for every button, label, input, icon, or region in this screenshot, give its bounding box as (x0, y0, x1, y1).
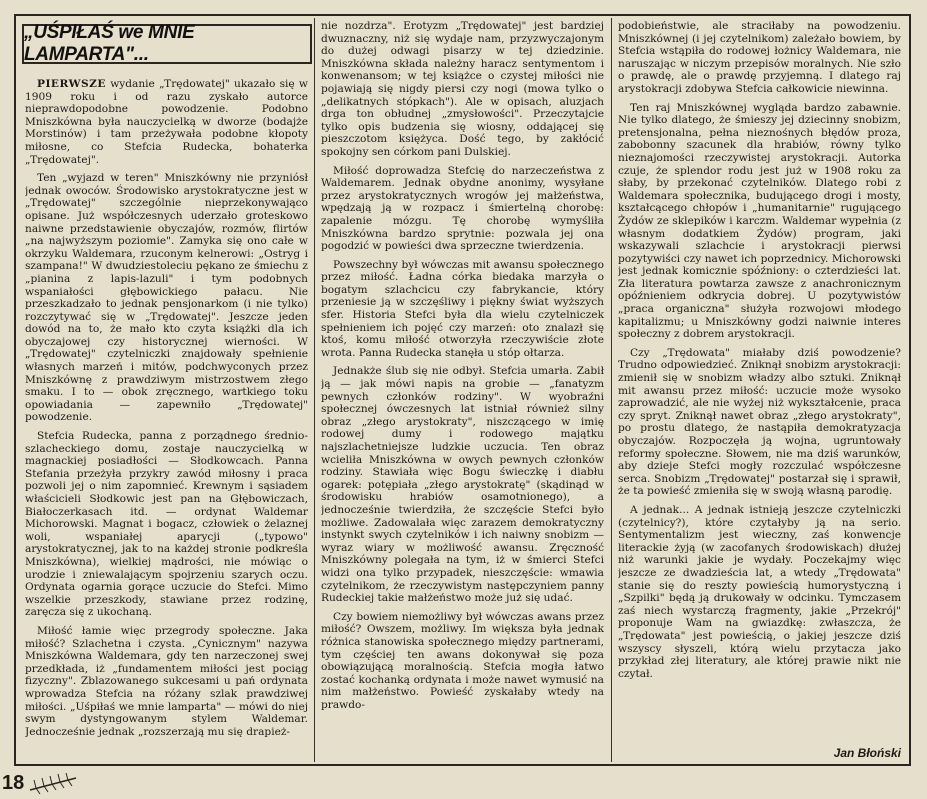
article-column-3 (618, 20, 901, 762)
paragraph: nie nozdrza". Erotyzm „Trędowatej" jest bardziej dwuznaczny, niż się wydaje nam, przyzwyczajonym do dużej odwagi pisarzy w tej dziedzinie. Mniszkówna składa należny haracz sentymentom i konwenansom; w tej książce o czystej miłości nie pojawiają się nigdy piersi czy nogi (mowa tylko o „delikatnych stópkach"). Ale w opisach, aluzjach drga ton obłudnej „zmysłowości". Przeczytajcie tylko opis budzenia się wiosny, oddającej się pieszczotom księżyca. Dość tego, by zakłócić spokojny sen córkom pani Dulskiej. (321, 20, 604, 158)
paragraph: Ten raj Mniszkównej wygląda bardzo zabawnie. Nie tylko dlatego, że śmieszy jej dziecinny snobizm, pretensjonalna, pełna nieznośnych błędów proza, zabobonny szacunek dla hrabiów, równy tylko nieznajomości rzeczywistej arystokracji. Autorka czuje, że splendor rodu jest już w 1908 roku za słaby, by przekonać czytelników. Dlatego robi z Waldemara społecznika, budującego drogi i mosty, kształcącego chłopów i „humanitarnie" rugującego Żydów ze sklepików i karczm. Waldemar wypełnia (z własnym dodatkiem Żydów) program, jaki wskazywali szlachcie i arystokracji pierwsi pozytywiści czy nawet ich poprzednicy. Michorowski jest jednak komicznie spóźniony: o czterdzieści lat. Zła literatura powtarza zawsze z anachronicznym opóźnieniem odkrycia dobrej. U pozytywistów „praca organiczna" służyła rozwojowi młodego kapitalizmu; u Mniszkówny godzi naiwnie interes społeczny z dobrem arystokracji. (618, 101, 901, 341)
paragraph: Stefcia Rudecka, panna z porządnego średnio-szlacheckiego domu, zostaje nauczycielką w magnackiej posiadłości — Słodkowcach. Panna Stefania przeżyła przykry zawód miłosny i praca pozwoli jej o nim zapomnieć. Krewnym i sąsiadem właścicieli Słodkowic jest pan na Głębowiczach, Białoczerkasach itd. — ordynat Waldemar Michorowski. Magnat i bogacz, człowiek o żelaznej woli, wspaniałej aparycji („typowo" arystokratycznej, jak to na każdej stronie podkreśla Mniszkówna), wielkiej mądrości, nie mówiąc o urodzie i zniewalającym spojrzeniu szarych oczu. Ordynata ogarnia gorące uczucie do Stefci. Mimo wszelkie przeszkody, stawiane przez rodzinę, zaręcza się z ukochaną. (25, 430, 308, 619)
paragraph (25, 78, 308, 166)
article-headline: „UŚPIŁAŚ we MNIE LAMPARTA"... (22, 24, 312, 64)
paragraph: Miłość doprowadza Stefcię do narzeczeństwa z Waldemarem. Jednak obydne anonimy, wysyłane przez arystokratycznych wrogów jej małżeństwa, wpędzają ją w rozpacz i śmiertelną chorobę: zapalenie mózgu. Tę chorobę wymyśliła Mniszkówna bardzo sprytnie: pozwala jej ona pogodzić w powieści dwa sprzeczne twierdzenia. (321, 164, 604, 253)
paragraph: Czy „Trędowata" miałaby dziś powodzenie? Trudno odpowiedzieć. Zniknął snobizm arystokracji: zmienił się w snobizm władzy albo sztuki. Zniknął mit awansu przez miłość: uczucie może wysoko zaprowadzić, ale nie wyżej niż wykształcenie, praca czy spryt. Zniknął nawet obraz „złego arystokraty", po prostu dlatego, że nastąpiła demokratyzacja obyczajów. Rozpoczęła ją wojna, ugruntowały reformy społeczne. Słowem, nie ma dziś warunków, aby dzieje Stefci mogły rozczulać współczesne serca. Snobizm „Trędowatej" postarzał się i sprawił, że ta powieść zmieniła się w swoją własną parodię. (618, 346, 901, 498)
fir-branch-icon (28, 770, 78, 796)
paragraph: podobieństwie, ale straciłaby na powodzeniu. Mniszkównej (i jej czytelnikom) zależało bowiem, by Stefcia wstąpiła do rodowej łożnicy Waldemara, nie naruszając w niczym przepisów moralnych. Nie szło o prawdę, ale o prawdę przyjemną. I dlatego raj arystokracji zdobywa Stefcia całkowicie niewinna. (618, 20, 901, 95)
article-column-1 (25, 78, 308, 762)
paragraph: Ten „wyjazd w teren" Mniszkówny nie przyniósł jednak owoców. Środowisko arystokratyczne jest w „Trędowatej" szczególnie nieprzekonywająco opisane. Już współczesnych uderzało groteskowo naiwne przedstawienie obyczajów, rozmów, flirtów „na najwyższym poziomie". Zamyka się ono całe w okrzyku Waldemara, rzuconym kelnerowi: „Ostryg i szampana!" W dwudziestoleciu pękano ze śmiechu z „pianina z lapis-lazuli" i tym podobnych wspaniałości głębowickiego pałacu. Nie przeszkadzało to jednak pensjonarkom (i nie tylko) rozczytywać się w „Trędowatej". Jeszcze jeden dowód na to, że mało kto czyta książki dla ich obyczajowej czy historycznej wierności. W „Trędowatej" czytelniczki znajdowały spełnienie własnych marzeń i mitów, podchwyconych przez Mniszkównę z prawdziwym mistrzostwem złego smaku. I to — obok zręcznego, wartkiego toku opowiadania — zapewniło „Trędowatej" powodzenie. (25, 172, 308, 424)
article-column-2 (321, 20, 604, 762)
column-rule (314, 18, 315, 762)
paragraph: Jednakże ślub się nie odbył. Stefcia umarła. Zabił ją — jak mówi napis na grobie — „fanatyzm pewnych członków rodziny". W wyobraźni społecznej ówczesnych lat istniał również silny obraz „złego arystokraty", niszczącego w imię rodowej dumy i rodowego majątku najszlachetniejsze ludzkie uczucia. Ten obraz wcieliła Mniszkówna w owych pewnych członków rodziny. Stawiała więc Bogu świeczkę i diabłu ogarek: potępiała „złego arystokratę" (skądinąd w środowisku hrabiów osamotnionego), a jednocześnie twierdziła, że szczęście Stefci było możliwe. Zadowalała więc zarazem demokratyczny instynkt swych czytelników i ich naiwny snobizm — wyraz wiary w możliwość awansu. Zręczność Mniszkówny polegała na tym, iż w śmierci Stefci widzi ona tylko przypadek, nieszczęście: wmawia czytelnikom, że rzeczywistym następczyniem panny Rudeckiej takie małżeństwo może już się udać. (321, 365, 604, 605)
lead-word: PIERWSZE (37, 78, 106, 90)
column-rule (611, 18, 612, 762)
paragraph: A jednak... A jednak istnieją jeszcze czytelniczki (czytelnicy?), które czytałyby ją na serio. Sentymentalizm jest wieczny, zaś konwencje literackie żyją (w zacofanych środowiskach) dłużej niż warunki jakie je wydały. Poczekajmy więc jeszcze ze dwadzieścia lat, a wtedy „Trędowata" stanie się do reszty powieścią humorystyczną i „Szpilki" będą ją drukowały w odcinku. Tymczasem zaś niech wystarczą fragmenty, jakie „Przekrój" proponuje Wam na gwiazdkę: zwłaszcza, że „Trędowata" jest powieścią, o jakiej jeszcze dziś wszyscy słyszeli, którą wielu przytacza jako przykład złej literatury, ale której prawie nikt nie czytał. (618, 503, 901, 680)
page-number: 18 (2, 772, 25, 794)
author-signature: Jan Błoński (833, 746, 901, 760)
paragraph: Powszechny był wówczas mit awansu społecznego przez miłość. Ładna córka biedaka marzyła o bogatym szlachcicu czy fabrykancie, który przeniesie ją w szczęśliwy i piękny świat wyższych sfer. Historia Stefci była dla wielu czytelniczek spełnieniem ich pojęć czy marzeń: oto znalazł się ktoś, komu miłość otworzyła rzeczywiście złote wrota. Panna Rudecka stanęła u stóp ołtarza. (321, 258, 604, 359)
paragraph: Miłość łamie więc przegrody społeczne. Jaka miłość? Szlachetna i czysta. „Cynicznym" nazywa Mniszkówna Waldemara, gdy ten narzeczonej swej przedkłada, iż „fundamentem miłości jest pociąg fizyczny". Zblazowanego sukcesami u pań ordynata wprowadza Stefcia na różany szlak prawdziwej miłości. „Uśpiłaś we mnie lamparta" — mówi do niej swym dystyngowanym stylem Waldemar. Jednocześnie jednak „rozszerzają mu się drapież- (25, 624, 308, 738)
paragraph: Czy bowiem niemożliwy był wówczas awans przez miłość? Owszem, możliwy. Im większa była jednak różnica stanowiska społecznego między partnerami, tym częściej ten awans dokonywał się poza obowiązującą moralnością. Stefcia mogła łatwo zostać kochanką ordynata i może nawet wymusić na nim małżeństwo. Powieść zyskałaby wtedy na prawdo- (321, 610, 604, 711)
paragraph-text: wydanie „Trędowatej" ukazało się w 1909 roku i od razu zyskało autorce nieprawdopodobne powodzenie. Podobno Mniszkówna była nauczycielką w dworze (bodajże Morstinów) i tam przeżywała podobne kłopoty miłosne, co Stefcia Rudecka, bohaterka „Trędowatej". (25, 78, 308, 166)
